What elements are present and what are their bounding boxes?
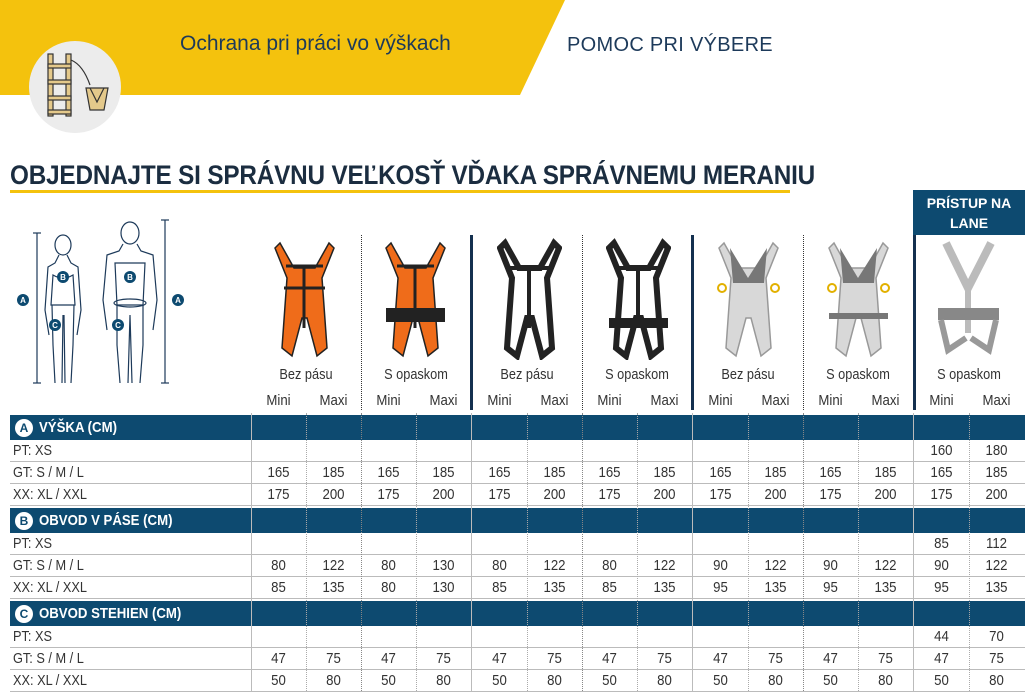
table-cell: 122 (322, 557, 345, 574)
table-row (10, 484, 1025, 506)
table-cell: 80 (989, 672, 1004, 689)
table-row (10, 555, 1025, 577)
table-cell: 85 (934, 535, 949, 552)
table-cell: 70 (989, 628, 1004, 645)
table-cell: 47 (602, 650, 617, 667)
table-cell: 122 (653, 557, 676, 574)
section-badge: C (15, 605, 33, 623)
table-cell: 122 (985, 557, 1008, 574)
variant-separator (582, 235, 583, 410)
table-cell: 200 (764, 486, 787, 503)
table-cell: 90 (823, 557, 838, 574)
size-label: XX: XL / XXL (13, 672, 87, 689)
table-cell: 85 (271, 579, 286, 596)
header-banner (0, 0, 1028, 100)
table-cell: 185 (874, 464, 897, 481)
table-cell: 80 (381, 579, 396, 596)
table-cell: 47 (492, 650, 507, 667)
table-cell: 50 (713, 672, 728, 689)
table-cell: 122 (874, 557, 897, 574)
table-cell: 80 (547, 672, 562, 689)
table-cell: 185 (543, 464, 566, 481)
table-cell: 165 (377, 464, 400, 481)
table-cell: 75 (547, 650, 562, 667)
table-cell: 80 (602, 557, 617, 574)
table-cell: 160 (930, 442, 953, 459)
table-cell: 50 (602, 672, 617, 689)
harness-orange-no-belt-image (272, 238, 337, 360)
maxi-header: Maxi (761, 392, 790, 409)
table-cell: 185 (322, 464, 345, 481)
table-row (10, 462, 1025, 484)
group-separator (470, 235, 473, 410)
table-cell: 165 (598, 464, 621, 481)
table-cell: 175 (267, 486, 290, 503)
table-cell: 47 (934, 650, 949, 667)
section-title: OBVOD STEHIEN (CM) (39, 605, 182, 622)
maxi-header: Maxi (319, 392, 348, 409)
table-cell: 175 (377, 486, 400, 503)
grid-line (582, 413, 583, 691)
mini-header: Mini (597, 392, 622, 409)
table-cell: 47 (271, 650, 286, 667)
maxi-header: Maxi (871, 392, 900, 409)
table-cell: 175 (930, 486, 953, 503)
table-cell: 85 (602, 579, 617, 596)
table-cell: 165 (819, 464, 842, 481)
variant-label: S opaskom (826, 366, 890, 383)
table-cell: 165 (709, 464, 732, 481)
table-cell: 185 (985, 464, 1008, 481)
table-cell: 165 (488, 464, 511, 481)
size-label: GT: S / M / L (13, 464, 84, 481)
table-cell: 85 (492, 579, 507, 596)
table-cell: 80 (768, 672, 783, 689)
table-cell: 130 (432, 557, 455, 574)
table-cell: 175 (709, 486, 732, 503)
size-table (10, 413, 1025, 692)
table-cell: 50 (271, 672, 286, 689)
variant-label: Bez pásu (279, 366, 333, 383)
selection-help-title: POMOC PRI VÝBERE (567, 34, 773, 56)
grid-line (913, 413, 914, 691)
mini-header: Mini (376, 392, 401, 409)
size-label: XX: XL / XXL (13, 486, 87, 503)
section-header (10, 601, 1025, 626)
variant-label: S opaskom (605, 366, 669, 383)
grid-line (858, 413, 859, 691)
section-header (10, 508, 1025, 533)
section-header (10, 415, 1025, 440)
table-row (10, 626, 1025, 648)
table-cell: 165 (267, 464, 290, 481)
table-cell: 95 (713, 579, 728, 596)
table-cell: 200 (985, 486, 1008, 503)
table-cell: 47 (823, 650, 838, 667)
table-cell: 112 (985, 535, 1008, 552)
table-cell: 80 (326, 672, 341, 689)
table-cell: 95 (823, 579, 838, 596)
maxi-header: Maxi (650, 392, 679, 409)
table-cell: 50 (381, 672, 396, 689)
variant-label: S opaskom (384, 366, 448, 383)
mini-header: Mini (487, 392, 512, 409)
harness-grey-belt-image (826, 238, 891, 360)
section-badge: B (15, 512, 33, 530)
table-row (10, 670, 1025, 692)
table-row (10, 577, 1025, 599)
mini-header: Mini (266, 392, 291, 409)
table-cell: 175 (488, 486, 511, 503)
size-label: GT: S / M / L (13, 650, 84, 667)
size-label: PT: XS (13, 442, 52, 459)
grid-line (306, 413, 307, 691)
table-cell: 122 (543, 557, 566, 574)
table-cell: 180 (985, 442, 1008, 459)
table-cell: 44 (934, 628, 949, 645)
title-underline (10, 190, 790, 193)
mini-header: Mini (708, 392, 733, 409)
table-cell: 80 (878, 672, 893, 689)
svg-text:B: B (127, 273, 133, 282)
table-cell: 135 (543, 579, 566, 596)
table-cell: 90 (713, 557, 728, 574)
table-cell: 50 (934, 672, 949, 689)
mini-header: Mini (929, 392, 954, 409)
table-cell: 75 (768, 650, 783, 667)
table-cell: 135 (985, 579, 1008, 596)
table-cell: 135 (874, 579, 897, 596)
variant-label: Bez pásu (721, 366, 775, 383)
table-cell: 75 (326, 650, 341, 667)
harness-black-no-belt-image (497, 238, 562, 360)
table-cell: 135 (322, 579, 345, 596)
table-cell: 80 (657, 672, 672, 689)
table-cell: 75 (989, 650, 1004, 667)
size-label: PT: XS (13, 628, 52, 645)
ladder-harness-icon (28, 40, 123, 135)
table-cell: 130 (432, 579, 455, 596)
table-cell: 80 (492, 557, 507, 574)
table-cell: 165 (930, 464, 953, 481)
table-cell: 47 (713, 650, 728, 667)
table-cell: 50 (492, 672, 507, 689)
harness-rope-access-image (936, 238, 1001, 360)
rope-access-header: PRÍSTUP NA LANE (913, 190, 1025, 235)
size-label: PT: XS (13, 535, 52, 552)
page-title: OBJEDNAJTE SI SPRÁVNU VEĽKOSŤ VĎAKA SPRÁVNEMU MERANIU (10, 160, 816, 190)
svg-text:C: C (115, 321, 121, 330)
grid-line (527, 413, 528, 691)
harness-black-belt-image (606, 238, 671, 360)
table-cell: 200 (543, 486, 566, 503)
table-cell: 175 (819, 486, 842, 503)
section-badge: A (15, 419, 33, 437)
variant-separator (803, 235, 804, 410)
table-cell: 135 (653, 579, 676, 596)
table-cell: 185 (764, 464, 787, 481)
svg-text:B: B (60, 273, 66, 282)
variant-label: Bez pásu (500, 366, 554, 383)
svg-text:A: A (175, 296, 181, 305)
table-row (10, 440, 1025, 462)
grid-line (361, 413, 362, 691)
table-cell: 90 (934, 557, 949, 574)
grid-line (637, 413, 638, 691)
section-title: OBVOD V PÁSE (CM) (39, 512, 173, 529)
svg-text:C: C (52, 321, 58, 330)
grid-line (416, 413, 417, 691)
harness-grey-no-belt-image (716, 238, 781, 360)
size-label: XX: XL / XXL (13, 579, 87, 596)
table-cell: 122 (764, 557, 787, 574)
grid-line (748, 413, 749, 691)
grid-line (471, 413, 472, 691)
maxi-header: Maxi (429, 392, 458, 409)
table-cell: 75 (878, 650, 893, 667)
table-cell: 175 (598, 486, 621, 503)
table-row (10, 533, 1025, 555)
group-separator (913, 235, 916, 410)
table-cell: 47 (381, 650, 396, 667)
table-cell: 80 (436, 672, 451, 689)
mini-header: Mini (818, 392, 843, 409)
table-cell: 185 (432, 464, 455, 481)
table-cell: 75 (657, 650, 672, 667)
maxi-header: Maxi (982, 392, 1011, 409)
table-cell: 200 (322, 486, 345, 503)
grid-line (969, 413, 970, 691)
body-measurement-diagram (15, 215, 195, 390)
grid-line (251, 413, 252, 691)
grid-line (803, 413, 804, 691)
table-cell: 80 (271, 557, 286, 574)
table-cell: 200 (874, 486, 897, 503)
variant-label: S opaskom (937, 366, 1001, 383)
table-cell: 200 (653, 486, 676, 503)
table-cell: 50 (823, 672, 838, 689)
table-cell: 95 (934, 579, 949, 596)
category-title: Ochrana pri práci vo výškach (180, 32, 451, 55)
size-label: GT: S / M / L (13, 557, 84, 574)
table-cell: 200 (432, 486, 455, 503)
grid-line (692, 413, 693, 691)
table-cell: 80 (381, 557, 396, 574)
maxi-header: Maxi (540, 392, 569, 409)
variant-separator (361, 235, 362, 410)
table-cell: 185 (653, 464, 676, 481)
table-cell: 135 (764, 579, 787, 596)
table-row (10, 648, 1025, 670)
table-cell: 75 (436, 650, 451, 667)
group-separator (691, 235, 694, 410)
section-title: VÝŠKA (CM) (39, 419, 117, 436)
harness-orange-belt-image (383, 238, 448, 360)
svg-text:A: A (20, 296, 26, 305)
